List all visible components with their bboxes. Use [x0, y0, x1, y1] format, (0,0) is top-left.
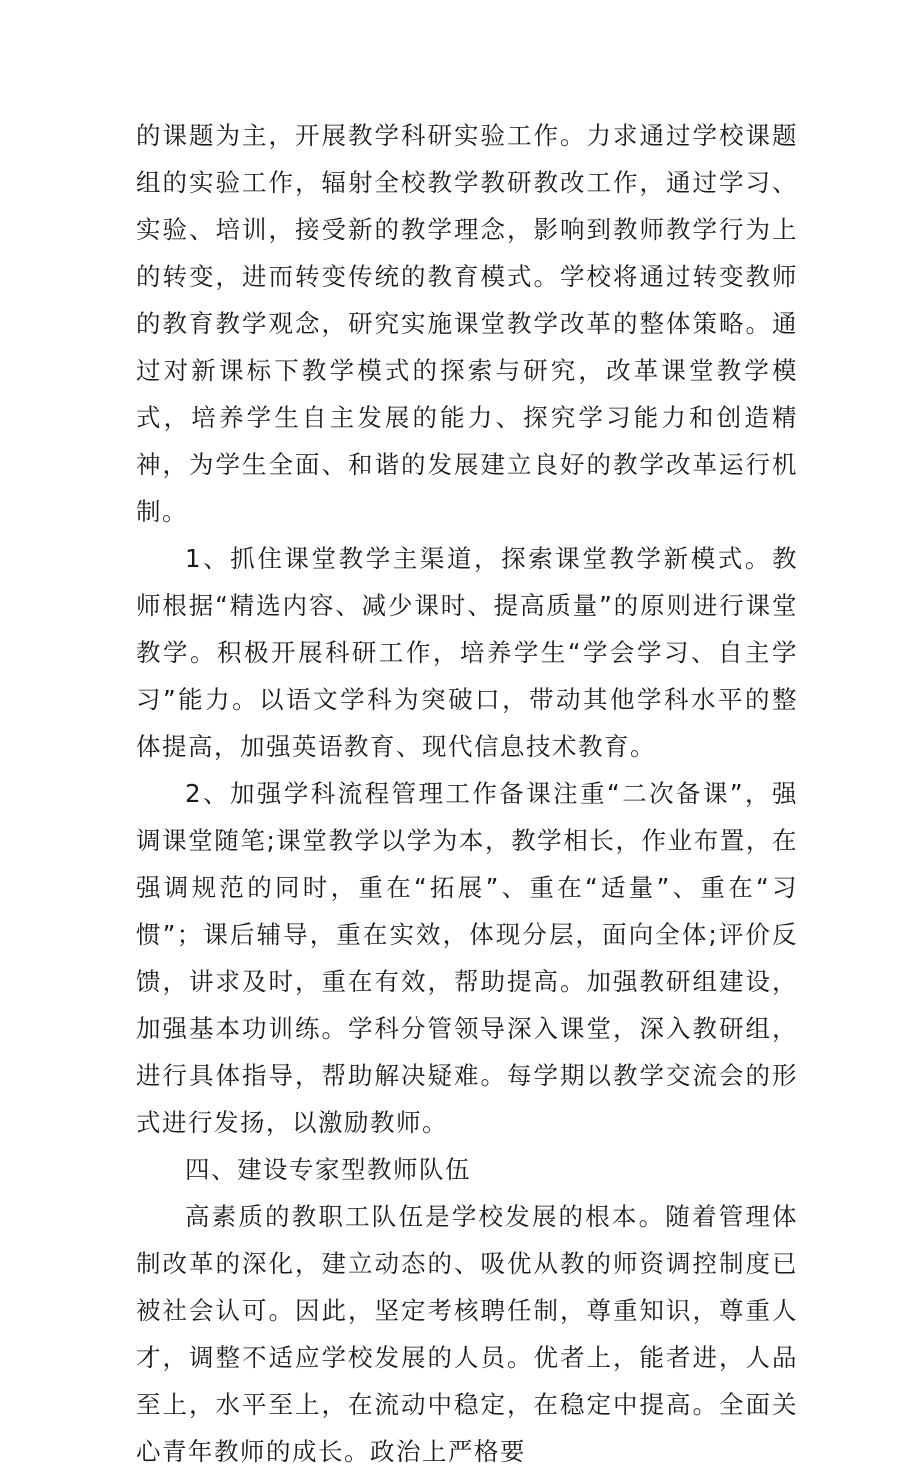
section-heading-4: 四、建设专家型教师队伍 — [185, 1155, 471, 1184]
paragraph-teacher-team: 高素质的教职工队伍是学校发展的根本。随着管理体制改革的深化，建立动态的、吸优从教的师资调控制度已被社会认可。因此，坚定考核聘任制，尊重知识，尊重人才，调整不适应学校发展的人员。优者上，能者进，人品至上，水平至上，在流动中稳定，在稳定中提高。全面关心青年教师的成长。政治上严格要 — [136, 1202, 798, 1466]
paragraph-item-1: 1、抓住课堂教学主渠道，探索课堂教学新模式。教师根据“精选内容、减少课时、提高质量”的原则进行课堂教学。积极开展科研工作，培养学生“学会学习、自主学习”能力。以语文学科为突破口，带动其他学科水平的整体提高，加强英语教育、现代信息技术教育。 — [136, 544, 798, 761]
document-body — [136, 112, 798, 1475]
paragraph-item-2: 2、加强学科流程管理工作备课注重“二次备课”，强调课堂随笔;课堂教学以学为本，教学相长，作业布置，在强调规范的同时，重在“拓展”、重在“适量”、重在“习惯”；课后辅导，重在实效，体现分层，面向全体;评价反馈，讲求及时，重在有效，帮助提高。加强教研组建设，加强基本功训练。学科分管领导深入课堂，深入教研组，进行具体指导，帮助解决疑难。每学期以教学交流会的形式进行发扬，以激励教师。 — [136, 779, 798, 1137]
paragraph-research-work: 的课题为主，开展教学科研实验工作。力求通过学校课题组的实验工作，辐射全校教学教研教改工作，通过学习、实验、培训，接受新的教学理念，影响到教师教学行为上的转变，进而转变传统的教育模式。学校将通过转变教师的教育教学观念，研究实施课堂教学改革的整体策略。通过对新课标下教学模式的探索与研究，改革课堂教学模式，培养学生自主发展的能力、探究学习能力和创造精神，为学生全面、和谐的发展建立良好的教学改革运行机制。 — [136, 121, 798, 526]
